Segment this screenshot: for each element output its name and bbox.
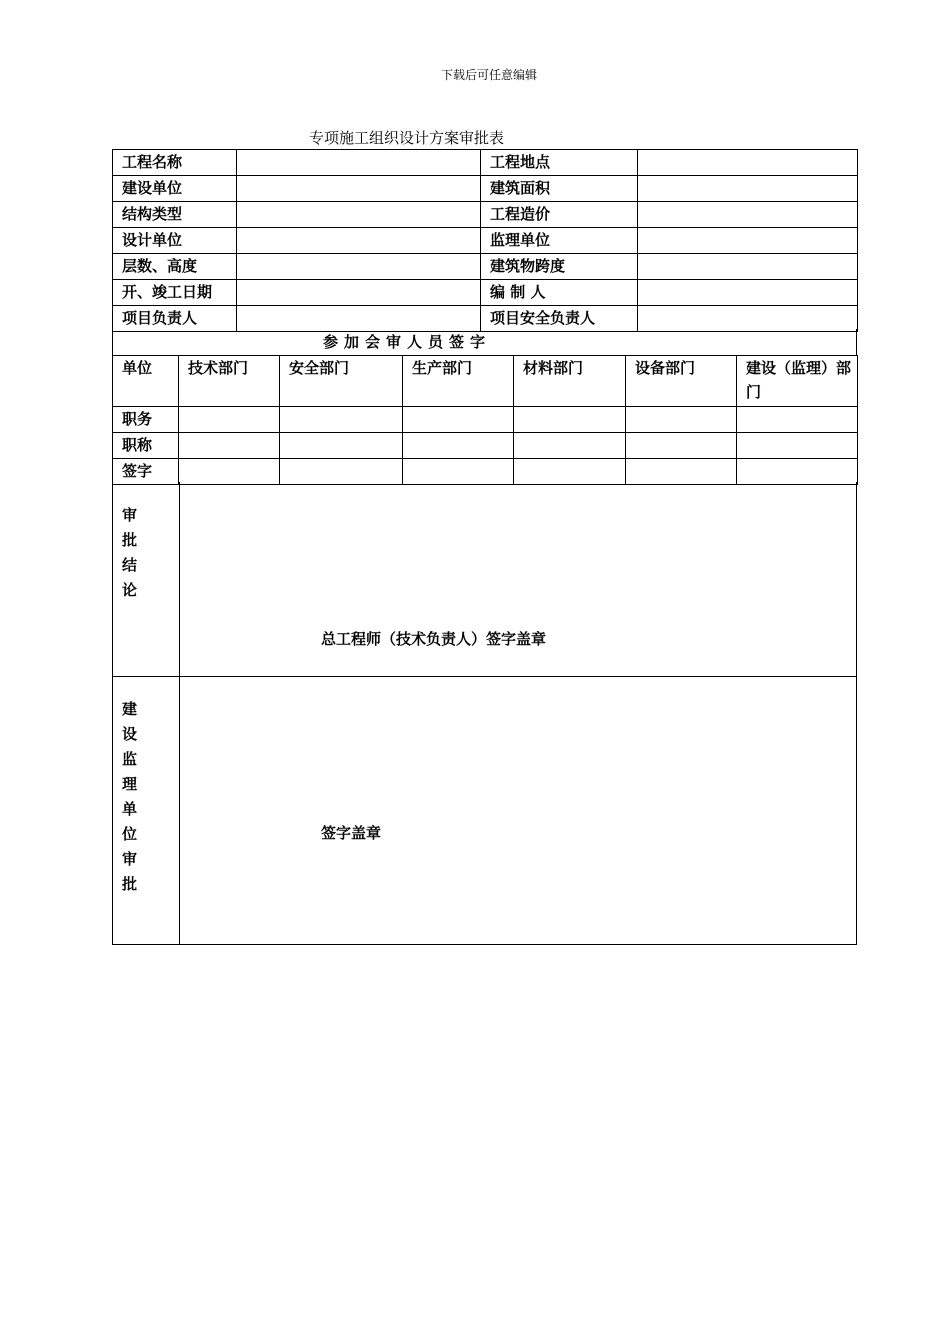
signature-field[interactable] (514, 433, 626, 459)
info-label: 编 制 人 (481, 280, 638, 306)
project-info-table (112, 149, 858, 332)
signature-field[interactable] (280, 407, 403, 433)
info-label: 开、竣工日期 (113, 280, 237, 306)
side-char: 论 (122, 581, 138, 599)
supervision-approval-block (112, 676, 857, 945)
side-char: 批 (122, 531, 138, 549)
signature-row (113, 433, 858, 459)
signature-field[interactable] (626, 459, 737, 485)
info-row (113, 254, 858, 280)
info-value-field[interactable] (237, 150, 481, 176)
info-label: 结构类型 (113, 202, 237, 228)
column-header: 技术部门 (179, 356, 280, 407)
info-value-field[interactable] (638, 280, 858, 306)
info-label: 工程造价 (481, 202, 638, 228)
info-row (113, 202, 858, 228)
column-header: 建设（监理）部门 (737, 356, 858, 407)
signature-field[interactable] (737, 459, 858, 485)
row-label: 职务 (113, 407, 179, 433)
signature-field[interactable] (514, 459, 626, 485)
info-value-field[interactable] (638, 202, 858, 228)
info-label: 层数、高度 (113, 254, 237, 280)
form-title: 专项施工组织设计方案审批表 (309, 129, 505, 147)
info-row (113, 176, 858, 202)
approval-conclusion-block (112, 482, 857, 677)
supervision-content-area[interactable] (180, 676, 856, 944)
side-char: 批 (122, 875, 138, 893)
column-header: 安全部门 (280, 356, 403, 407)
info-value-field[interactable] (638, 150, 858, 176)
column-header: 单位 (113, 356, 179, 407)
side-char: 单 (122, 800, 138, 818)
signature-field[interactable] (179, 459, 280, 485)
info-label: 项目负责人 (113, 306, 237, 332)
signature-row (113, 459, 858, 485)
info-value-field[interactable] (237, 280, 481, 306)
info-label: 项目安全负责人 (481, 306, 638, 332)
signature-field[interactable] (403, 459, 514, 485)
info-value-field[interactable] (237, 202, 481, 228)
side-char: 结 (122, 556, 138, 574)
approval-side-label (113, 482, 180, 676)
side-char: 监 (122, 750, 138, 768)
info-value-field[interactable] (638, 254, 858, 280)
signature-field[interactable] (737, 433, 858, 459)
signature-field[interactable] (280, 459, 403, 485)
info-value-field[interactable] (237, 228, 481, 254)
column-header: 材料部门 (514, 356, 626, 407)
signature-field[interactable] (514, 407, 626, 433)
info-label: 设计单位 (113, 228, 237, 254)
info-label: 建筑面积 (481, 176, 638, 202)
info-value-field[interactable] (237, 306, 481, 332)
info-value-field[interactable] (638, 228, 858, 254)
signature-table (112, 355, 858, 485)
signature-field[interactable] (626, 407, 737, 433)
side-char: 设 (122, 725, 138, 743)
signature-field[interactable] (403, 433, 514, 459)
supervision-side-label (113, 676, 180, 944)
header-note: 下载后可任意编辑 (440, 68, 537, 82)
signature-header-row (113, 356, 858, 407)
sign-section-caption: 参加会审人员签字 (112, 329, 857, 356)
info-row (113, 150, 858, 176)
signature-field[interactable] (403, 407, 514, 433)
info-value-field[interactable] (638, 176, 858, 202)
info-value-field[interactable] (237, 254, 481, 280)
signature-field[interactable] (280, 433, 403, 459)
signature-field[interactable] (179, 407, 280, 433)
info-label: 建设单位 (113, 176, 237, 202)
info-label: 建筑物跨度 (481, 254, 638, 280)
info-label: 监理单位 (481, 228, 638, 254)
info-value-field[interactable] (237, 176, 481, 202)
row-label: 职称 (113, 433, 179, 459)
side-char: 位 (122, 825, 138, 843)
info-value-field[interactable] (638, 306, 858, 332)
signature-field[interactable] (737, 407, 858, 433)
side-char: 理 (122, 775, 138, 793)
info-row (113, 228, 858, 254)
supervision-stamp-label: 签字盖章 (321, 824, 382, 842)
info-row (113, 280, 858, 306)
side-char: 建 (122, 700, 138, 718)
info-row (113, 306, 858, 332)
row-label: 签字 (113, 459, 179, 485)
side-char: 审 (122, 850, 138, 868)
info-label: 工程地点 (481, 150, 638, 176)
signature-field[interactable] (179, 433, 280, 459)
signature-field[interactable] (626, 433, 737, 459)
signature-row (113, 407, 858, 433)
side-char: 审 (122, 506, 138, 524)
chief-engineer-stamp-label: 总工程师（技术负责人）签字盖章 (321, 630, 547, 648)
column-header: 设备部门 (626, 356, 737, 407)
info-label: 工程名称 (113, 150, 237, 176)
column-header: 生产部门 (403, 356, 514, 407)
